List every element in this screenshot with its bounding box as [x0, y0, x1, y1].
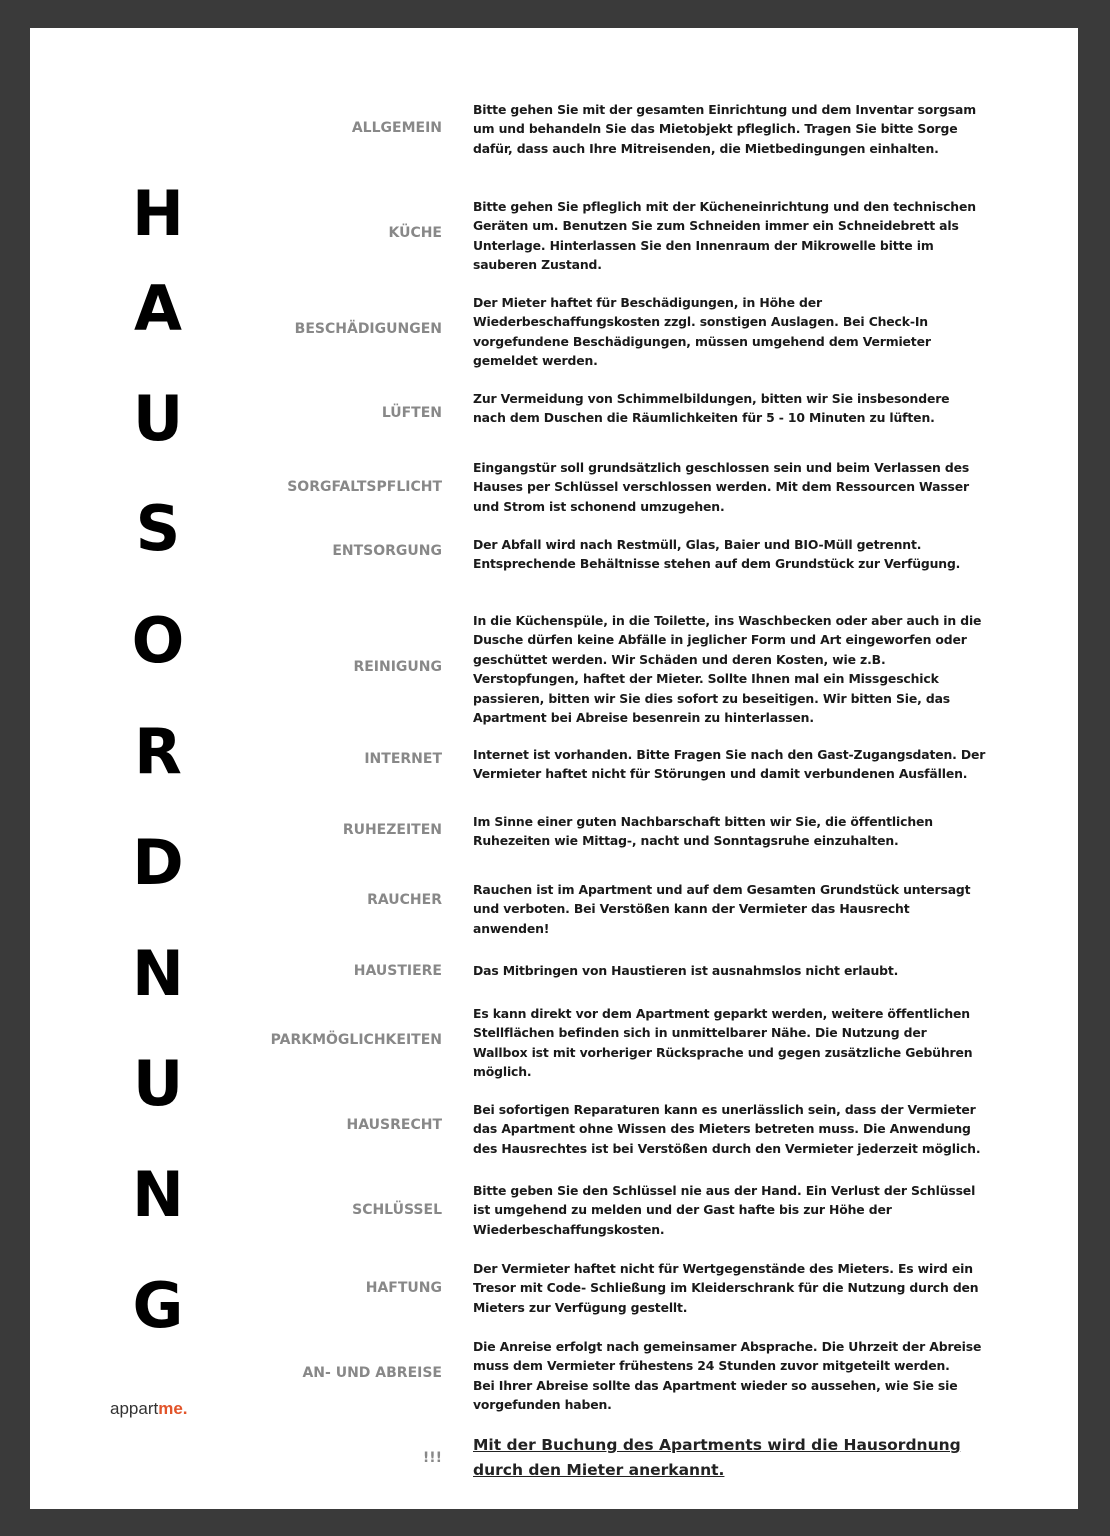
- section-label: REINIGUNG: [353, 659, 442, 675]
- section-label: HAFTUNG: [365, 1280, 442, 1296]
- section-text: Es kann direkt vor dem Apartment geparkt werden, weitere öffentlichen Stellflächen befinden sich in unmittelbarer Nähe. Die Nutzung der Wallbox ist mit vorheriger Rücksprache und gegen zusätzliche Gebühren möglich.: [473, 1006, 973, 1080]
- section-label: BESCHÄDIGUNGEN: [294, 321, 442, 337]
- section-text: Der Mieter haftet für Beschädigungen, in Höhe der Wiederbeschaffungskosten zzgl. sonstigen Auslagen. Bei Check-In vorgefundene Beschädigungen, müssen umgehend dem Vermieter gemeldet werden.: [473, 295, 931, 369]
- section-text: Bitte geben Sie den Schlüssel nie aus der Hand. Ein Verlust der Schlüssel ist umgehend zu melden und der Gast hafte bis zur Höhe der Wiederbeschaffungskosten.: [473, 1183, 976, 1237]
- section-label: HAUSTIERE: [353, 963, 442, 979]
- appartme-logo: [110, 1399, 188, 1419]
- section-label: KÜCHE: [388, 225, 442, 241]
- section-label: AN- UND ABREISE: [302, 1365, 442, 1381]
- section-text: Im Sinne einer guten Nachbarschaft bitten wir Sie, die öffentlichen Ruhezeiten wie Mittag-, nacht und Sonntagsruhe einzuhalten.: [473, 814, 933, 849]
- title-letter: N: [132, 1158, 184, 1231]
- title-letter: U: [132, 382, 184, 455]
- logo-accent: me.: [158, 1399, 188, 1418]
- section-text: Bitte gehen Sie mit der gesamten Einrichtung und dem Inventar sorgsam um und behandeln Sie das Mietobjekt pfleglich. Tragen Sie bitte Sorge dafür, dass auch Ihre Mitreisenden, die Mietbedingungen einhalten.: [473, 102, 976, 156]
- document-page: [30, 28, 1078, 1509]
- section-label: SORGFALTSPFLICHT: [287, 479, 442, 495]
- title-letter: U: [132, 1047, 184, 1120]
- title-letter: S: [135, 492, 181, 565]
- title-letter: D: [132, 826, 184, 899]
- final-label: !!!: [422, 1450, 442, 1466]
- logo-prefix: appart: [110, 1399, 159, 1418]
- section-label: ALLGEMEIN: [351, 120, 442, 136]
- section-label: ENTSORGUNG: [332, 543, 442, 559]
- section-text: Das Mitbringen von Haustieren ist ausnahmslos nicht erlaubt.: [473, 963, 899, 978]
- title-letter: G: [132, 1269, 184, 1342]
- section-text: Rauchen ist im Apartment und auf dem Gesamten Grundstück untersagt und verboten. Bei Verstößen kann der Vermieter das Hausrecht anwenden!: [473, 882, 971, 936]
- section-text: Internet ist vorhanden. Bitte Fragen Sie nach den Gast-Zugangsdaten. Der Vermieter haftet nicht für Störungen und damit verbundenen Ausfällen.: [473, 747, 986, 782]
- title-letter: N: [132, 937, 184, 1010]
- section-text: Der Vermieter haftet nicht für Wertgegenstände des Mieters. Es wird ein Tresor mit Code- Schließung im Kleiderschrank für die Nutzung durch den Mieters zur Verfügung gestellt.: [473, 1261, 979, 1315]
- title-letter: H: [132, 177, 184, 250]
- section-label: HAUSRECHT: [346, 1117, 442, 1133]
- title-letter: A: [134, 272, 182, 345]
- final-notice: Mit der Buchung des Apartments wird die Hausordnung durch den Mieter anerkannt.: [473, 1436, 961, 1479]
- section-label: PARKMÖGLICHKEITEN: [270, 1032, 442, 1048]
- section-text: In die Küchenspüle, in die Toilette, ins Waschbecken oder aber auch in die Dusche dürfen keine Abfälle in jeglicher Form und Art eingeworfen oder geschüttet werden. Wir Schäden und deren Kosten, wie z.B. Verstopfungen, haftet der Mieter. Sollte Ihnen mal ein Missgeschick passieren, bitten wir Sie dies sofort zu beseitigen. Wir bitten Sie, das Apartment bei Abreise besenrein zu hinterlassen.: [473, 613, 982, 726]
- section-label: RAUCHER: [367, 892, 442, 908]
- section-label: LÜFTEN: [381, 405, 442, 421]
- section-label: SCHLÜSSEL: [352, 1202, 442, 1218]
- title-letter: O: [131, 604, 185, 677]
- title-letter: R: [134, 715, 182, 788]
- section-text: Zur Vermeidung von Schimmelbildungen, bitten wir Sie insbesondere nach dem Duschen die Räumlichkeiten für 5 - 10 Minuten zu lüften.: [473, 391, 950, 426]
- section-text: Bei sofortigen Reparaturen kann es unerlässlich sein, dass der Vermieter das Apartment ohne Wissen des Mieters betreten muss. Die Anwendung des Hausrechtes ist bei Verstößen durch den Vermieter jederzeit möglich.: [473, 1102, 981, 1156]
- section-label: INTERNET: [364, 751, 442, 767]
- section-text: Eingangstür soll grundsätzlich geschlossen sein und beim Verlassen des Hauses per Schlüssel verschlossen werden. Mit dem Ressourcen Wasser und Strom ist schonend umzugehen.: [473, 460, 970, 514]
- section-text: Die Anreise erfolgt nach gemeinsamer Absprache. Die Uhrzeit der Abreise muss dem Vermieter frühestens 24 Stunden zuvor mitgeteilt werden. Bei Ihrer Abreise sollte das Apartment wieder so aussehen, wie Sie sie vorgefunden haben.: [473, 1339, 982, 1413]
- section-text: Bitte gehen Sie pfleglich mit der Kücheneinrichtung und den technischen Geräten um. Benutzen Sie zum Schneiden immer ein Schneidebrett als Unterlage. Hinterlassen Sie den Innenraum der Mikrowelle bitte im sauberen Zustand.: [473, 199, 976, 273]
- section-text: Der Abfall wird nach Restmüll, Glas, Baier und BIO-Müll getrennt. Entsprechende Behältnisse stehen auf dem Grundstück zur Verfügung.: [473, 537, 961, 572]
- section-label: RUHEZEITEN: [342, 822, 442, 838]
